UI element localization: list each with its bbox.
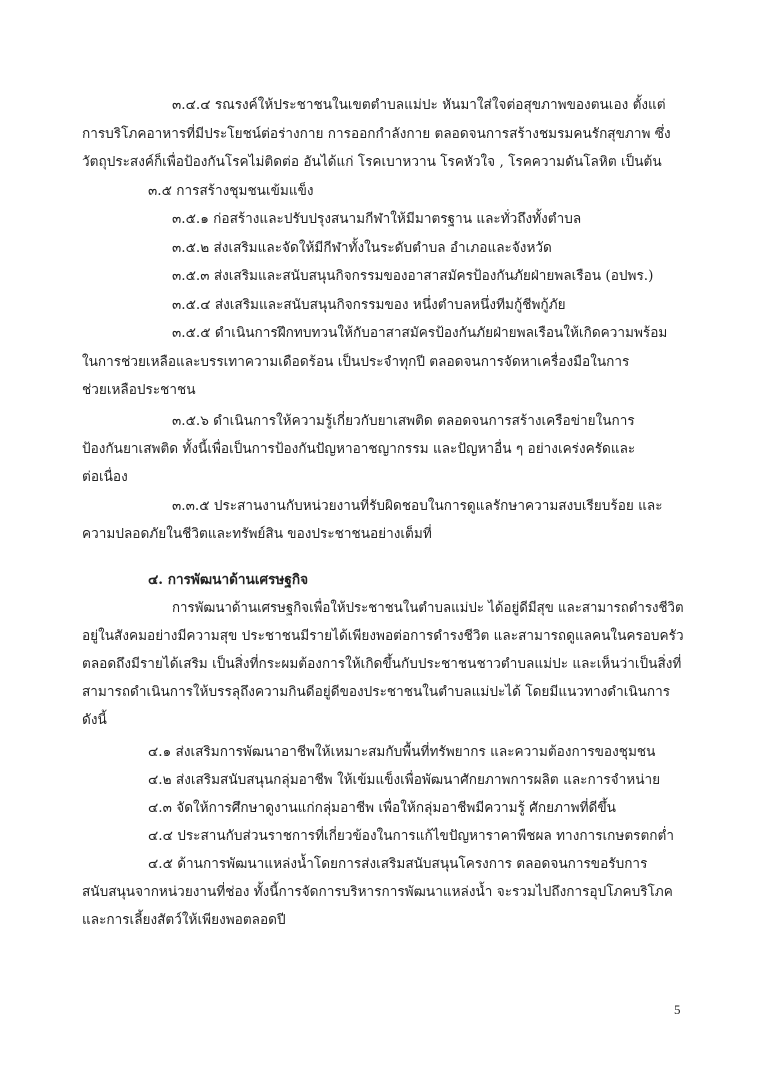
- paragraph-line: การบริโภคอาหารที่มีประโยชน์ต่อร่างกาย การออกกำลังกาย ตลอดจนการสร้างชมรมคนรักสุขภาพ ซึ่ง: [82, 126, 671, 142]
- list-item: ๔.๓ จัดให้การศึกษาดูงานแก่กลุ่มอาชีพ เพื่อให้กลุ่มอาชีพมีความรู้ ศักยภาพที่ดีขึ้น: [148, 800, 616, 816]
- paragraph-line: วัตถุประสงค์ก็เพื่อป้องกันโรคไม่ติดต่อ อันได้แก่ โรคเบาหวาน โรคหัวใจ , โรคความดันโลหิต เป็นต้น: [82, 154, 662, 170]
- section-subheading: ๓.๕ การสร้างชุมชนเข้มแข็ง: [148, 183, 314, 199]
- page-number: 5: [674, 1002, 681, 1017]
- paragraph-line: สามารถดำเนินการให้บรรลุถึงความกินดีอยู่ดีของประชาชนในตำบลแม่ปะได้ โดยมีแนวทางดำเนินการ: [82, 684, 671, 700]
- list-item: ๓.๕.๖ ดำเนินการให้ความรู้เกี่ยวกับยาเสพติด ตลอดจนการสร้างเครือข่ายในการ: [172, 413, 635, 429]
- paragraph-line: ในการช่วยเหลือและบรรเทาความเดือดร้อน เป็นประจำทุกปี ตลอดจนการจัดหาเครื่องมือในการ: [82, 354, 630, 370]
- list-item: ๓.๕.๓ ส่งเสริมและสนับสนุนกิจกรรมของอาสาสมัครป้องกันภัยฝ่ายพลเรือน (อปพร.): [172, 268, 654, 284]
- paragraph-line: การพัฒนาด้านเศรษฐกิจเพื่อให้ประชาชนในตำบลแม่ปะ ได้อยู่ดีมีสุข และสามารถดำรงชีวิต: [172, 600, 684, 616]
- paragraph-line: ๓.๔.๔ รณรงค์ให้ประชาชนในเขตตำบลแม่ปะ หันมาใส่ใจต่อสุขภาพของตนเอง ตั้งแต่: [172, 97, 666, 113]
- section-heading: ๔. การพัฒนาด้านเศรษฐกิจ: [148, 572, 309, 588]
- paragraph-line: ต่อเนื่อง: [82, 469, 128, 485]
- list-item: ๓.๕.๔ ส่งเสริมและสนับสนุนกิจกรรมของ หนึ่งตำบลหนึ่งทีมกู้ชีพกู้ภัย: [172, 297, 566, 313]
- list-item: ๔.๑ ส่งเสริมการพัฒนาอาชีพให้เหมาะสมกับพื้นที่ทรัพยากร และความต้องการของชุมชน: [148, 744, 656, 760]
- paragraph-line: และการเลี้ยงสัตว์ให้เพียงพอตลอดปี: [82, 912, 286, 928]
- paragraph-line: ช่วยเหลือประชาชน: [82, 382, 196, 398]
- paragraph-line: ป้องกันยาเสพติด ทั้งนี้เพื่อเป็นการป้องกันปัญหาอาชญากรรม และปัญหาอื่น ๆ อย่างเคร่งครัดและ: [82, 441, 636, 457]
- paragraph-line: สนับสนุนจากหน่วยงานที่ช่อง ทั้งนี้การจัดการบริหารการพัฒนาแหล่งน้ำ จะรวมไปถึงการอุปโภคบริโภค: [82, 884, 673, 900]
- list-item: ๓.๕.๒ ส่งเสริมและจัดให้มีกีฬาทั้งในระดับตำบล อำเภอและจังหวัด: [172, 240, 552, 256]
- list-item: ๔.๔ ประสานกับส่วนราชการที่เกี่ยวข้องในการแก้ไขปัญหาราคาพืชผล ทางการเกษตรตกต่ำ: [148, 828, 674, 844]
- list-item: ๔.๕ ด้านการพัฒนาแหล่งน้ำโดยการส่งเสริมสนับสนุนโครงการ ตลอดจนการขอรับการ: [148, 856, 648, 872]
- list-item: ๔.๒ ส่งเสริมสนับสนุนกลุ่มอาชีพ ให้เข้มแข็งเพื่อพัฒนาศักยภาพการผลิต และการจำหน่าย: [148, 772, 661, 788]
- paragraph-line: ดังนี้: [82, 712, 107, 728]
- list-item: ๓.๕.๑ ก่อสร้างและปรับปรุงสนามกีฬาให้มีมาตรฐาน และทั่วถึงทั้งตำบล: [172, 211, 582, 227]
- paragraph-line: ตลอดถึงมีรายได้เสริม เป็นสิ่งที่กระผมต้องการให้เกิดขึ้นกับประชาชนชาวตำบลแม่ปะ และเห็นว่าเป็นสิ่งที่: [82, 656, 682, 672]
- list-item: ๓.๕.๕ ดำเนินการฝึกทบทวนให้กับอาสาสมัครป้องกันภัยฝ่ายพลเรือนให้เกิดความพร้อม: [172, 325, 668, 341]
- paragraph-line: อยู่ในสังคมอย่างมีความสุข ประชาชนมีรายได้เพียงพอต่อการดำรงชีวิต และสามารถดูแลคนในครอบครัว: [82, 628, 684, 644]
- list-item: ๓.๓.๕ ประสานงานกับหน่วยงานที่รับผิดชอบในการดูแลรักษาความสงบเรียบร้อย และ: [172, 498, 663, 514]
- paragraph-line: ความปลอดภัยในชีวิตและทรัพย์สิน ของประชาชนอย่างเต็มที่: [82, 526, 432, 542]
